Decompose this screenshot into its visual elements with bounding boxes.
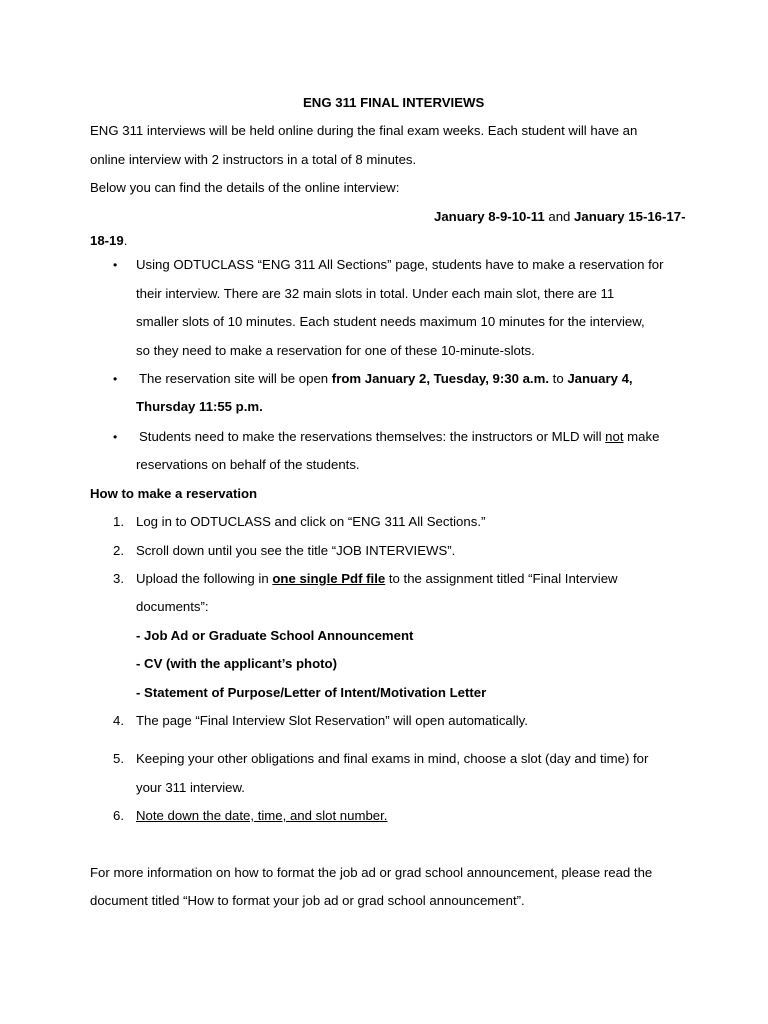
reservation-close-date: January 4, [567,371,633,386]
reservation-open-text: The reservation site will be open [139,371,332,386]
reservation-open-date: from January 2, Tuesday, 9:30 a.m. [331,371,549,386]
document-job-ad: - Job Ad or Graduate School Announcement [136,628,414,643]
interview-dates [434,209,685,225]
document-cv: - CV (with the applicant’s photo) [136,656,337,671]
dates-conjunction: and [544,209,575,224]
how-to-heading: How to make a reservation [90,486,258,501]
bullet-3-line-1 [139,429,659,445]
underlined-not: not [605,429,624,444]
reservation-to-text: to [549,371,568,386]
step-number: 3. [113,571,124,586]
dates-first-week: January 8-9-10-11 [434,209,545,224]
make-text: make [623,429,660,444]
step-3-post: to the assignment titled “Final Interview [385,571,618,586]
step-number: 4. [113,713,124,728]
footer-line-2: document titled “How to format your job ad or grad school announcement”. [90,893,525,908]
dates-period: . [123,233,128,248]
intro-line-1: ENG 311 interviews will be held online during the final exam weeks. Each student will have an [90,123,638,138]
bullet-1-line-1: Using ODTUCLASS “ENG 311 All Sections” page, students have to make a reservation for [136,257,664,272]
bullet-1-line-2: their interview. There are 32 main slots in total. Under each main slot, there are 11 [136,286,615,301]
step-5-line-1: Keeping your other obligations and final exams in mind, choose a slot (day and time) for [136,751,649,766]
reservations-self-text: Students need to make the reservations themselves: the instructors or MLD will [139,429,606,444]
step-3-line-2: documents”: [136,599,209,614]
bullet-icon: • [113,372,118,386]
step-3-pdf-emphasis: one single Pdf file [272,571,386,586]
bullet-1-line-3: smaller slots of 10 minutes. Each student needs maximum 10 minutes for the interview, [136,314,645,329]
document-title: ENG 311 FINAL INTERVIEWS [303,95,485,110]
step-number: 1. [113,514,124,529]
step-2: Scroll down until you see the title “JOB INTERVIEWS”. [136,543,456,558]
step-number: 6. [113,808,124,823]
step-1: Log in to ODTUCLASS and click on “ENG 311 All Sections.” [136,514,486,529]
bullet-2-line-2: Thursday 11:55 p.m. [136,399,263,414]
bullet-1-line-4: so they need to make a reservation for one of these 10-minute-slots. [136,343,535,358]
step-3-pre: Upload the following in [136,571,273,586]
step-number: 2. [113,543,124,558]
intro-line-3: Below you can find the details of the online interview: [90,180,400,195]
bullet-3-line-2: reservations on behalf of the students. [136,457,360,472]
bullet-2-line-1 [139,371,633,387]
step-4: The page “Final Interview Slot Reservation” will open automatically. [136,713,528,728]
dates-second-week-end: 18-19 [90,233,124,248]
bullet-icon: • [113,258,118,272]
document-statement: - Statement of Purpose/Letter of Intent/Motivation Letter [136,685,487,700]
dates-second-week: January 15-16-17- [574,209,686,224]
step-number: 5. [113,751,124,766]
step-6: Note down the date, time, and slot number. [136,808,388,823]
bullet-icon: • [113,430,118,444]
interview-dates-continued [90,233,127,249]
step-5-line-2: your 311 interview. [136,780,245,795]
intro-line-2: online interview with 2 instructors in a total of 8 minutes. [90,152,417,167]
step-3-line-1 [136,571,618,587]
footer-line-1: For more information on how to format the job ad or grad school announcement, please read the [90,865,653,880]
